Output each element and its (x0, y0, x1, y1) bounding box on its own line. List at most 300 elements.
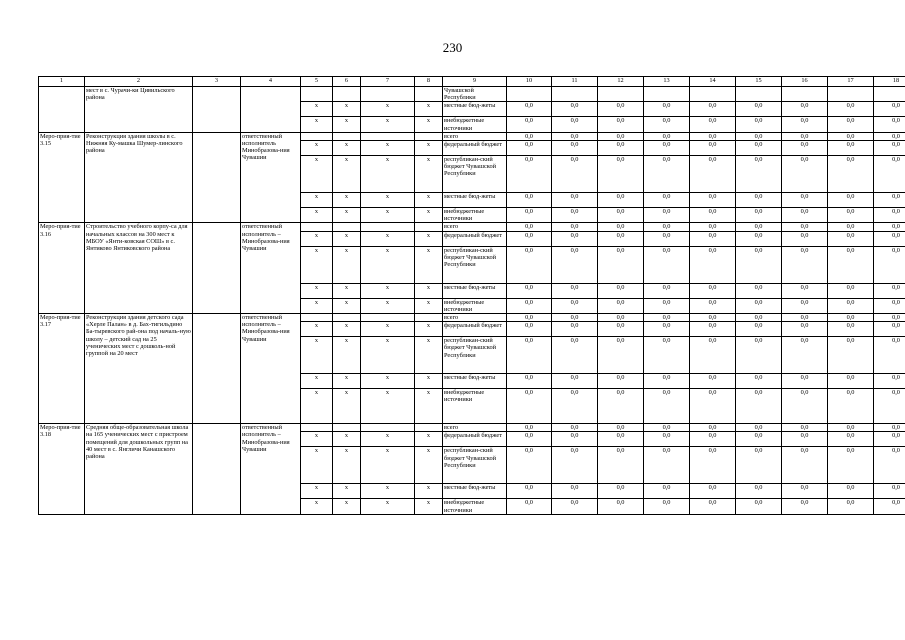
value-cell: 0,0 (507, 322, 552, 337)
value-cell: 0,0 (552, 447, 598, 484)
header-cell: 4 (241, 77, 301, 87)
value-cell: 0,0 (552, 246, 598, 283)
source-cell: всего (443, 424, 507, 432)
value-cell: 0,0 (874, 484, 905, 499)
x-cell: x (333, 298, 361, 313)
value-cell: 0,0 (507, 231, 552, 246)
x-cell: x (333, 141, 361, 156)
value-cell: 0,0 (552, 389, 598, 424)
table-row (39, 87, 905, 102)
empty-cell (361, 424, 415, 432)
value-cell: 0,0 (644, 298, 690, 313)
x-cell: x (333, 337, 361, 374)
value-cell: 0,0 (507, 298, 552, 313)
value-cell: 0,0 (552, 432, 598, 447)
value-cell: 0,0 (598, 447, 644, 484)
page-number: 230 (442, 40, 463, 55)
empty-cell (361, 314, 415, 322)
value-cell: 0,0 (690, 223, 736, 231)
value-cell: 0,0 (874, 499, 905, 514)
header-cell: 3 (193, 77, 241, 87)
value-cell: 0,0 (507, 223, 552, 231)
source-cell: внебюджетные источники (443, 117, 507, 132)
value-cell: 0,0 (552, 499, 598, 514)
value-cell: 0,0 (690, 156, 736, 193)
header-row (39, 77, 905, 87)
empty-cell (333, 424, 361, 432)
value-cell: 0,0 (690, 246, 736, 283)
executor-cell: ответственный исполнитель – Минобразова-ния Чувашии (241, 223, 301, 314)
value-cell: 0,0 (782, 447, 828, 484)
value-cell: 0,0 (598, 337, 644, 374)
value-cell: 0,0 (644, 484, 690, 499)
x-cell: x (361, 141, 415, 156)
value-cell: 0,0 (782, 141, 828, 156)
x-cell: x (415, 447, 443, 484)
source-cell: местные бюд-жеты (443, 283, 507, 298)
value-cell: 0,0 (598, 156, 644, 193)
source-cell: местные бюд-жеты (443, 193, 507, 208)
value-cell: 0,0 (828, 156, 874, 193)
name-cell: мест в с. Чурачи-ки Цивильского района (85, 87, 193, 133)
value-cell: 0,0 (690, 283, 736, 298)
x-cell: x (301, 447, 333, 484)
value-cell: 0,0 (828, 322, 874, 337)
empty-cell (782, 87, 828, 102)
value-cell: 0,0 (736, 223, 782, 231)
x-cell: x (415, 374, 443, 389)
x-cell: x (333, 117, 361, 132)
x-cell: x (333, 246, 361, 283)
x-cell: x (361, 102, 415, 117)
measure-code-cell: Меро-прия-тие 3.15 (39, 132, 85, 223)
header-cell: 8 (415, 77, 443, 87)
value-cell: 0,0 (736, 484, 782, 499)
value-cell: 0,0 (782, 283, 828, 298)
value-cell: 0,0 (874, 193, 905, 208)
x-cell: x (301, 389, 333, 424)
x-cell: x (415, 102, 443, 117)
value-cell: 0,0 (736, 102, 782, 117)
value-cell: 0,0 (690, 389, 736, 424)
source-cell: республикан-ский бюджет Чувашской Республики (443, 447, 507, 484)
value-cell: 0,0 (552, 102, 598, 117)
value-cell: 0,0 (782, 298, 828, 313)
value-cell: 0,0 (598, 298, 644, 313)
value-cell: 0,0 (507, 484, 552, 499)
header-cell: 2 (85, 77, 193, 87)
x-cell: x (361, 447, 415, 484)
source-cell: внебюджетные источники (443, 298, 507, 313)
value-cell: 0,0 (690, 374, 736, 389)
value-cell: 0,0 (598, 141, 644, 156)
value-cell: 0,0 (644, 246, 690, 283)
empty-cell (598, 87, 644, 102)
value-cell: 0,0 (828, 484, 874, 499)
value-cell: 0,0 (782, 389, 828, 424)
value-cell: 0,0 (874, 447, 905, 484)
table-row (39, 424, 905, 432)
x-cell: x (301, 246, 333, 283)
value-cell: 0,0 (644, 102, 690, 117)
x-cell: x (361, 499, 415, 514)
value-cell: 0,0 (552, 193, 598, 208)
x-cell: x (301, 337, 333, 374)
value-cell: 0,0 (552, 156, 598, 193)
source-cell: внебюджетные источники (443, 208, 507, 223)
value-cell: 0,0 (644, 389, 690, 424)
empty-cell (644, 87, 690, 102)
x-cell: x (301, 499, 333, 514)
x-cell: x (333, 374, 361, 389)
header-cell: 1 (39, 77, 85, 87)
table-row (39, 314, 905, 322)
value-cell: 0,0 (598, 223, 644, 231)
empty-cell (333, 132, 361, 140)
source-cell: Чувашской Республики (443, 87, 507, 102)
header-cell: 9 (443, 77, 507, 87)
header-cell: 17 (828, 77, 874, 87)
value-cell: 0,0 (507, 117, 552, 132)
x-cell: x (301, 322, 333, 337)
value-cell: 0,0 (828, 117, 874, 132)
value-cell: 0,0 (736, 156, 782, 193)
value-cell: 0,0 (690, 193, 736, 208)
value-cell: 0,0 (598, 246, 644, 283)
value-cell: 0,0 (782, 223, 828, 231)
value-cell: 0,0 (874, 156, 905, 193)
value-cell: 0,0 (874, 223, 905, 231)
value-cell: 0,0 (690, 298, 736, 313)
value-cell: 0,0 (736, 374, 782, 389)
value-cell: 0,0 (828, 141, 874, 156)
x-cell: x (415, 432, 443, 447)
header-cell: 10 (507, 77, 552, 87)
value-cell: 0,0 (874, 314, 905, 322)
value-cell: 0,0 (736, 193, 782, 208)
x-cell: x (361, 193, 415, 208)
value-cell: 0,0 (507, 208, 552, 223)
executor-cell: ответственный исполнитель Минобразова-ния Чувашии (241, 132, 301, 223)
x-cell: x (361, 322, 415, 337)
value-cell: 0,0 (507, 156, 552, 193)
value-cell: 0,0 (644, 208, 690, 223)
value-cell: 0,0 (782, 193, 828, 208)
x-cell: x (301, 283, 333, 298)
value-cell: 0,0 (874, 132, 905, 140)
value-cell: 0,0 (598, 117, 644, 132)
value-cell: 0,0 (552, 484, 598, 499)
x-cell: x (333, 208, 361, 223)
x-cell: x (361, 246, 415, 283)
x-cell: x (361, 484, 415, 499)
x-cell: x (415, 499, 443, 514)
x-cell: x (415, 484, 443, 499)
value-cell: 0,0 (828, 424, 874, 432)
value-cell: 0,0 (874, 432, 905, 447)
x-cell: x (361, 231, 415, 246)
value-cell: 0,0 (782, 102, 828, 117)
value-cell: 0,0 (552, 337, 598, 374)
x-cell: x (333, 322, 361, 337)
header-cell: 12 (598, 77, 644, 87)
value-cell: 0,0 (736, 141, 782, 156)
header-cell: 5 (301, 77, 333, 87)
value-cell: 0,0 (690, 314, 736, 322)
empty-cell (415, 424, 443, 432)
value-cell: 0,0 (644, 432, 690, 447)
value-cell: 0,0 (507, 447, 552, 484)
x-cell: x (361, 432, 415, 447)
value-cell: 0,0 (507, 283, 552, 298)
value-cell: 0,0 (736, 117, 782, 132)
source-cell: республикан-ский бюджет Чувашской Республики (443, 337, 507, 374)
value-cell: 0,0 (874, 298, 905, 313)
value-cell: 0,0 (507, 374, 552, 389)
value-cell: 0,0 (874, 231, 905, 246)
source-cell: федеральный бюджет (443, 141, 507, 156)
empty-cell (415, 132, 443, 140)
x-cell: x (415, 141, 443, 156)
value-cell: 0,0 (644, 156, 690, 193)
x-cell: x (415, 117, 443, 132)
value-cell: 0,0 (507, 141, 552, 156)
value-cell: 0,0 (736, 231, 782, 246)
source-cell: всего (443, 132, 507, 140)
value-cell: 0,0 (507, 424, 552, 432)
value-cell: 0,0 (874, 322, 905, 337)
value-cell: 0,0 (690, 424, 736, 432)
value-cell: 0,0 (552, 223, 598, 231)
value-cell: 0,0 (828, 389, 874, 424)
value-cell: 0,0 (828, 223, 874, 231)
x-cell: x (333, 283, 361, 298)
value-cell: 0,0 (782, 246, 828, 283)
budget-table (38, 76, 905, 515)
value-cell: 0,0 (828, 283, 874, 298)
value-cell: 0,0 (736, 132, 782, 140)
value-cell: 0,0 (782, 432, 828, 447)
source-cell: внебюджетные источники (443, 389, 507, 424)
empty-cell (690, 87, 736, 102)
x-cell: x (415, 246, 443, 283)
value-cell: 0,0 (828, 298, 874, 313)
value-cell: 0,0 (552, 132, 598, 140)
value-cell: 0,0 (736, 389, 782, 424)
header-cell: 16 (782, 77, 828, 87)
x-cell: x (361, 283, 415, 298)
value-cell: 0,0 (644, 424, 690, 432)
source-cell: республикан-ский бюджет Чувашской Республики (443, 246, 507, 283)
value-cell: 0,0 (598, 314, 644, 322)
x-cell: x (301, 374, 333, 389)
empty-cell (361, 87, 415, 102)
value-cell: 0,0 (644, 499, 690, 514)
value-cell: 0,0 (552, 322, 598, 337)
value-cell: 0,0 (782, 132, 828, 140)
empty-cell (301, 314, 333, 322)
executor-cell: ответственный исполнитель – Минобразова-ния Чувашии (241, 314, 301, 424)
value-cell: 0,0 (644, 117, 690, 132)
value-cell: 0,0 (874, 141, 905, 156)
empty-cell (193, 132, 241, 223)
value-cell: 0,0 (828, 193, 874, 208)
value-cell: 0,0 (736, 424, 782, 432)
measure-code-cell: Меро-прия-тие 3.18 (39, 424, 85, 515)
empty-cell (361, 132, 415, 140)
header-cell: 14 (690, 77, 736, 87)
source-cell: местные бюд-жеты (443, 374, 507, 389)
value-cell: 0,0 (874, 117, 905, 132)
value-cell: 0,0 (552, 374, 598, 389)
value-cell: 0,0 (782, 117, 828, 132)
value-cell: 0,0 (736, 298, 782, 313)
value-cell: 0,0 (644, 132, 690, 140)
value-cell: 0,0 (644, 447, 690, 484)
value-cell: 0,0 (507, 337, 552, 374)
value-cell: 0,0 (644, 322, 690, 337)
x-cell: x (301, 156, 333, 193)
empty-cell (193, 87, 241, 133)
source-cell: федеральный бюджет (443, 231, 507, 246)
value-cell: 0,0 (874, 283, 905, 298)
x-cell: x (301, 193, 333, 208)
value-cell: 0,0 (782, 208, 828, 223)
value-cell: 0,0 (598, 389, 644, 424)
x-cell: x (415, 337, 443, 374)
value-cell: 0,0 (690, 117, 736, 132)
value-cell: 0,0 (552, 208, 598, 223)
value-cell: 0,0 (828, 314, 874, 322)
executor-cell: ответственный исполнитель – Минобразова-ния Чувашии (241, 424, 301, 515)
value-cell: 0,0 (507, 132, 552, 140)
x-cell: x (361, 298, 415, 313)
x-cell: x (333, 447, 361, 484)
value-cell: 0,0 (598, 231, 644, 246)
value-cell: 0,0 (782, 337, 828, 374)
value-cell: 0,0 (507, 246, 552, 283)
value-cell: 0,0 (690, 322, 736, 337)
value-cell: 0,0 (736, 283, 782, 298)
header-cell: 6 (333, 77, 361, 87)
value-cell: 0,0 (874, 424, 905, 432)
empty-cell (193, 424, 241, 515)
value-cell: 0,0 (782, 374, 828, 389)
value-cell: 0,0 (736, 447, 782, 484)
x-cell: x (333, 193, 361, 208)
value-cell: 0,0 (782, 484, 828, 499)
x-cell: x (361, 374, 415, 389)
header-cell: 18 (874, 77, 905, 87)
x-cell: x (415, 283, 443, 298)
value-cell: 0,0 (598, 283, 644, 298)
code-cell (39, 87, 85, 133)
x-cell: x (415, 156, 443, 193)
value-cell: 0,0 (644, 374, 690, 389)
empty-cell (193, 314, 241, 424)
x-cell: x (361, 337, 415, 374)
value-cell: 0,0 (690, 141, 736, 156)
value-cell: 0,0 (552, 283, 598, 298)
value-cell: 0,0 (598, 322, 644, 337)
value-cell: 0,0 (507, 102, 552, 117)
value-cell: 0,0 (644, 141, 690, 156)
empty-cell (552, 87, 598, 102)
executor-cell (241, 87, 301, 133)
header-cell: 15 (736, 77, 782, 87)
value-cell: 0,0 (874, 337, 905, 374)
value-cell: 0,0 (828, 208, 874, 223)
empty-cell (333, 87, 361, 102)
x-cell: x (333, 432, 361, 447)
table-row (39, 132, 905, 140)
value-cell: 0,0 (874, 389, 905, 424)
x-cell: x (333, 102, 361, 117)
value-cell: 0,0 (507, 193, 552, 208)
empty-cell (415, 87, 443, 102)
x-cell: x (301, 231, 333, 246)
value-cell: 0,0 (690, 102, 736, 117)
source-cell: республикан-ский бюджет Чувашской Республики (443, 156, 507, 193)
value-cell: 0,0 (874, 102, 905, 117)
value-cell: 0,0 (690, 447, 736, 484)
value-cell: 0,0 (782, 499, 828, 514)
empty-cell (301, 87, 333, 102)
x-cell: x (301, 102, 333, 117)
value-cell: 0,0 (644, 231, 690, 246)
value-cell: 0,0 (782, 156, 828, 193)
source-cell: федеральный бюджет (443, 322, 507, 337)
value-cell: 0,0 (874, 246, 905, 283)
value-cell: 0,0 (690, 337, 736, 374)
measure-name-cell: Реконструкция здания детского сада «Херле Палан» в д. Бах-тигильдино Ба-тыревского рай-она под началь-ную школу – детский сад на 25 ученических мест с дошколь-ной группой на 20 мест (85, 314, 193, 424)
header-cell: 13 (644, 77, 690, 87)
source-cell: местные бюд-жеты (443, 102, 507, 117)
x-cell: x (333, 499, 361, 514)
value-cell: 0,0 (644, 283, 690, 298)
empty-cell (874, 87, 905, 102)
x-cell: x (301, 117, 333, 132)
value-cell: 0,0 (644, 314, 690, 322)
value-cell: 0,0 (598, 208, 644, 223)
value-cell: 0,0 (782, 231, 828, 246)
empty-cell (361, 223, 415, 231)
value-cell: 0,0 (598, 193, 644, 208)
measure-code-cell: Меро-прия-тие 3.16 (39, 223, 85, 314)
value-cell: 0,0 (552, 141, 598, 156)
value-cell: 0,0 (552, 314, 598, 322)
x-cell: x (301, 298, 333, 313)
value-cell: 0,0 (598, 132, 644, 140)
empty-cell (333, 314, 361, 322)
x-cell: x (415, 298, 443, 313)
measure-name-cell: Строительство учебного корпу-са для начальных классов на 300 мест к МБОУ «Янти-ковская СОШ» в с. Янтиково Янтиковского района (85, 223, 193, 314)
empty-cell (301, 424, 333, 432)
source-cell: местные бюд-жеты (443, 484, 507, 499)
x-cell: x (333, 389, 361, 424)
value-cell: 0,0 (782, 314, 828, 322)
source-cell: федеральный бюджет (443, 432, 507, 447)
source-cell: внебюджетные источники (443, 499, 507, 514)
x-cell: x (415, 322, 443, 337)
x-cell: x (361, 117, 415, 132)
value-cell: 0,0 (690, 484, 736, 499)
value-cell: 0,0 (507, 314, 552, 322)
value-cell: 0,0 (598, 374, 644, 389)
value-cell: 0,0 (828, 374, 874, 389)
value-cell: 0,0 (828, 432, 874, 447)
value-cell: 0,0 (736, 208, 782, 223)
